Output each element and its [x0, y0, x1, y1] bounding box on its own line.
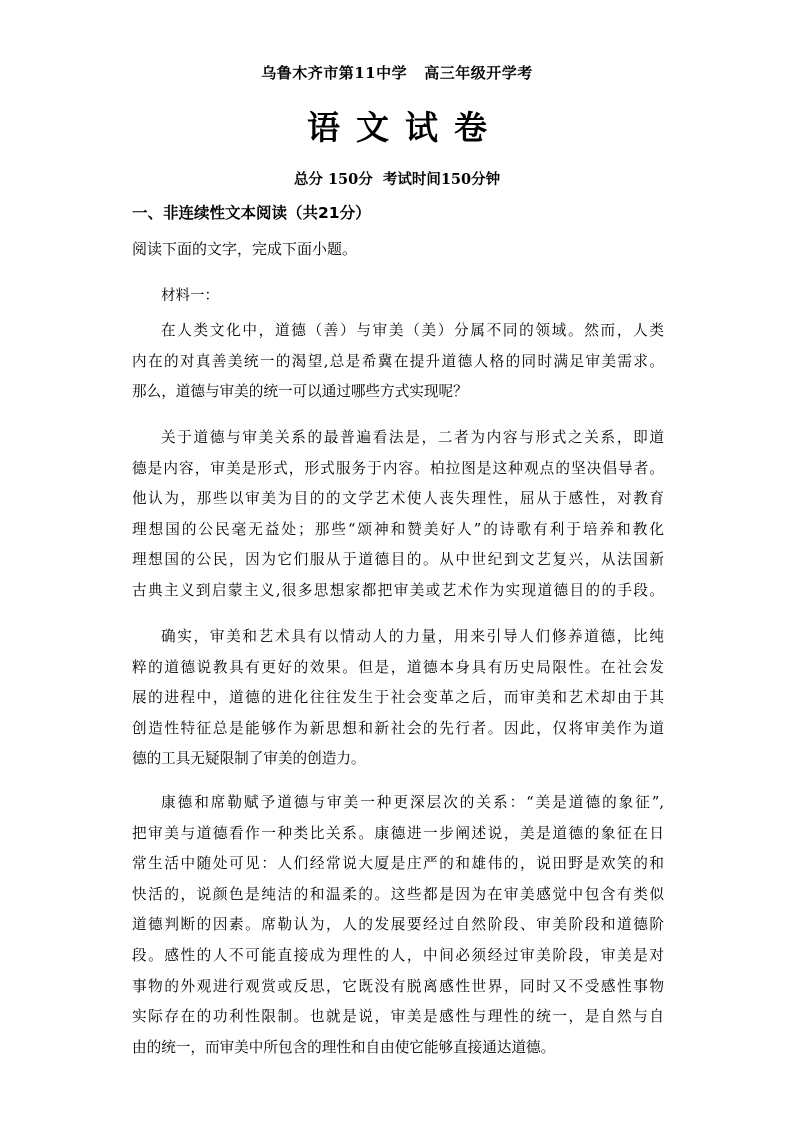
paragraph-1 [132, 316, 664, 408]
paragraph-line: 把审美与道德看作一种类比关系。康德进一步阐述说，美是道德的象征在日 [132, 824, 664, 842]
paragraph-line: 粹的道德说教具有更好的效果。但是，道德本身具有历史局限性。在社会发 [132, 658, 664, 676]
paragraph-line: 理想国的公民，因为它们服从于道德目的。从中世纪到文艺复兴，从法国新 [132, 551, 664, 569]
paragraph-line: 快活的，说颜色是纯洁的和温柔的。这些都是因为在审美感觉中包含有类似 [132, 885, 664, 903]
score-time-line: 总分 150分 考试时间150分钟 [293, 171, 501, 188]
paragraph-2 [132, 423, 664, 607]
section-heading: 一、非连续性文本阅读（共21分） [132, 204, 371, 222]
exam-title: 语文试卷 [307, 108, 503, 147]
paragraph-4 [132, 788, 664, 1063]
paragraph-line: 德是内容，审美是形式，形式服务于内容。柏拉图是这种观点的坚决倡导者。 [132, 459, 664, 477]
paragraph-line: 段。感性的人不可能直接成为理性的人，中间必须经过审美阶段，审美是对 [132, 946, 664, 964]
paragraph-line: 关于道德与审美关系的最普遍看法是，二者为内容与形式之关系，即道 [161, 429, 664, 446]
paragraph-line: 实际存在的功利性限制。也就是说，审美是感性与理性的统一，是自然与自 [132, 1008, 664, 1026]
paragraph-line: 常生活中随处可见：人们经常说大厦是庄严的和雄伟的，说田野是欢笑的和 [132, 855, 664, 873]
material-label: 材料一： [161, 288, 219, 304]
paragraph-line: 在人类文化中，道德（善）与审美（美）分属不同的领域。然而，人类 [161, 322, 664, 339]
paragraph-line: 事物的外观进行观赏或反思，它既没有脱离感性世界，同时又不受感性事物 [132, 977, 664, 995]
paragraph-line: 他认为，那些以审美为目的的文学艺术使人丧失理性，屈从于感性，对教育 [132, 490, 664, 508]
paragraph-line: 理想国的公民毫无益处；那些“颂神和赞美好人”的诗歌有利于培养和教化 [132, 520, 664, 538]
paragraph-line: 德的工具无疑限制了审美的创造力。 [132, 750, 366, 768]
paragraph-line: 内在的对真善美统一的渴望,总是希冀在提升道德人格的同时满足审美需求。 [132, 352, 664, 370]
reading-instruction: 阅读下面的文字，完成下面小题。 [132, 240, 358, 258]
paragraph-line: 道德判断的因素。席勒认为，人的发展要经过自然阶段、审美阶段和道德阶 [132, 916, 664, 934]
paragraph-line: 那么，道德与审美的统一可以通过哪些方式实现呢？ [132, 383, 468, 401]
paragraph-line: 由的统一，而审美中所包含的理性和自由使它能够直接通达道德。 [132, 1038, 556, 1056]
paragraph-line: 康德和席勒赋予道德与审美一种更深层次的关系：“美是道德的象征”, [161, 794, 664, 811]
paragraph-line: 展的进程中，道德的进化往往发生于社会变革之后，而审美和艺术却由于其 [132, 689, 664, 707]
paragraph-line: 创造性特征总是能够作为新思想和新社会的先行者。因此，仅将审美作为道 [132, 719, 664, 737]
paragraph-3 [132, 622, 664, 775]
school-exam-header: 乌鲁木齐市第11中学 高三年级开学考 [261, 64, 533, 82]
paragraph-line: 古典主义到启蒙主义,很多思想家都把审美或艺术作为实现道德目的的手段。 [132, 581, 664, 599]
paragraph-line: 确实，审美和艺术具有以情动人的力量，用来引导人们修养道德，比纯 [161, 628, 664, 645]
